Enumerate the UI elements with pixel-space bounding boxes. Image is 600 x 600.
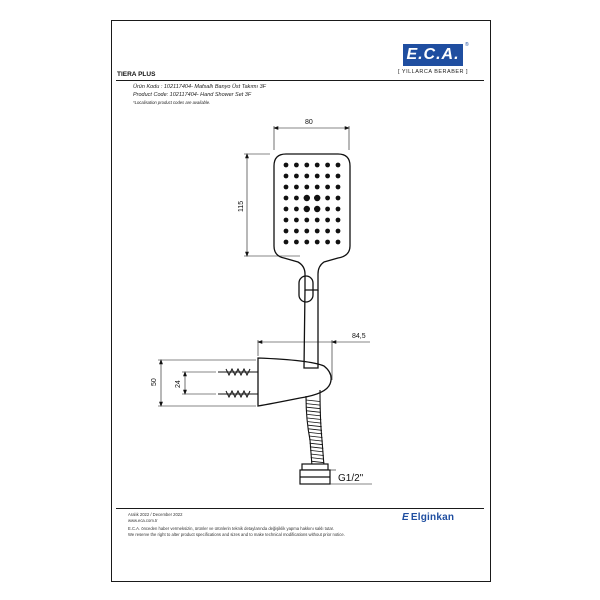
nozzle-dot bbox=[284, 229, 289, 234]
nozzle-dot bbox=[294, 207, 299, 212]
nozzle-dot bbox=[325, 218, 330, 223]
height-label: 115 bbox=[238, 200, 245, 212]
nozzle-dot bbox=[315, 163, 320, 168]
nozzle-dot bbox=[315, 185, 320, 190]
hose-ring bbox=[307, 407, 321, 409]
bracket-height-label: 50 bbox=[151, 378, 158, 386]
nozzle-dot bbox=[304, 185, 309, 190]
nozzle-dot bbox=[304, 240, 309, 245]
hose-ring bbox=[310, 443, 323, 445]
localisation-note: *Localisation product codes are available. bbox=[133, 100, 211, 105]
nozzle-dot bbox=[294, 174, 299, 179]
nozzle-dot bbox=[284, 174, 289, 179]
hose-ring bbox=[308, 425, 322, 427]
hose-ring bbox=[310, 447, 323, 449]
nozzle-dot bbox=[304, 206, 310, 212]
nozzle-dot bbox=[336, 174, 341, 179]
nozzle-dot bbox=[294, 218, 299, 223]
hose-ring bbox=[307, 411, 321, 413]
nozzle-dot bbox=[336, 185, 341, 190]
thread-label: G1/2" bbox=[338, 473, 364, 484]
nozzle-dot bbox=[336, 240, 341, 245]
nozzle-dot bbox=[336, 196, 341, 201]
hose-ring bbox=[307, 414, 321, 416]
nozzle-dot bbox=[315, 229, 320, 234]
nozzle-dot bbox=[314, 195, 320, 201]
footer-legal-tr: E.C.A. önceden haber vermeksizin, ürünler ve ürünlerin teknik detaylarında değişiklik yapma hakkını saklı tutar. bbox=[128, 526, 334, 531]
screw-spacing-dimension bbox=[182, 372, 216, 394]
hose-ring bbox=[311, 461, 324, 463]
nozzle-dot bbox=[304, 229, 309, 234]
width-label: 80 bbox=[305, 119, 313, 126]
hose-ring bbox=[309, 432, 323, 434]
nozzle-dot bbox=[325, 174, 330, 179]
wall-screws bbox=[218, 369, 258, 397]
nozzle-dot bbox=[325, 240, 330, 245]
nozzle-dot bbox=[325, 185, 330, 190]
product-code-tr: Ürün Kodu : 102117404- Mafsallı Banyo Üst Takımı 3F bbox=[133, 84, 266, 90]
height-dimension bbox=[244, 154, 300, 256]
nozzle-dot bbox=[315, 218, 320, 223]
nozzle-dot bbox=[325, 229, 330, 234]
nozzle-dot bbox=[314, 206, 320, 212]
logo-slogan: [ YILLARCA BERABER ] bbox=[397, 69, 469, 75]
nozzle-dot bbox=[325, 207, 330, 212]
nozzle-dot bbox=[284, 240, 289, 245]
nozzle-dot bbox=[294, 229, 299, 234]
footer-website: www.eca.com.tr bbox=[128, 518, 158, 523]
bracket-height-dimension bbox=[158, 360, 256, 406]
footer-legal-en: We reserve the right to alter product specifications and sizes and to make technical modifications without prior notice. bbox=[128, 532, 345, 537]
hose-ring bbox=[306, 404, 320, 406]
nozzle-dot bbox=[336, 229, 341, 234]
nozzle-dot bbox=[304, 163, 309, 168]
registered-mark: ® bbox=[465, 42, 469, 48]
eca-logo-mark: E.C.A. bbox=[403, 44, 463, 66]
nozzle-dot bbox=[325, 163, 330, 168]
hose-ring bbox=[306, 400, 320, 402]
nozzle-dot bbox=[304, 174, 309, 179]
nozzle-dot bbox=[315, 174, 320, 179]
footer-date: Aralık 2022 / December 2022 bbox=[128, 512, 183, 517]
nozzle-dot bbox=[336, 207, 341, 212]
nozzle-dot bbox=[325, 196, 330, 201]
hose-ring bbox=[310, 450, 323, 452]
nozzle-dot bbox=[294, 240, 299, 245]
elginkan-logo bbox=[402, 512, 454, 523]
nozzle-dot bbox=[294, 196, 299, 201]
nozzle-dot bbox=[294, 163, 299, 168]
hose-ring bbox=[311, 458, 324, 460]
nozzle-dot bbox=[294, 185, 299, 190]
nozzle-dot bbox=[284, 185, 289, 190]
hose-ring bbox=[311, 454, 324, 456]
depth-label: 84,5 bbox=[352, 333, 366, 340]
hose-ring bbox=[308, 418, 322, 420]
nozzle-dot bbox=[284, 196, 289, 201]
hose-ring bbox=[309, 436, 323, 438]
screw-spacing-label: 24 bbox=[175, 380, 182, 388]
product-title: TIERA PLUS bbox=[117, 71, 156, 78]
width-dimension bbox=[274, 126, 349, 150]
nozzle-dot bbox=[284, 218, 289, 223]
elginkan-name: Elginkan bbox=[410, 512, 455, 523]
nozzle-dot bbox=[284, 163, 289, 168]
nozzle-dot bbox=[336, 163, 341, 168]
nozzle-dot bbox=[336, 218, 341, 223]
hose-ring bbox=[308, 422, 322, 424]
nozzle-dot bbox=[304, 218, 309, 223]
nozzle-dot bbox=[284, 207, 289, 212]
nozzle-dot bbox=[304, 195, 310, 201]
hose-ring bbox=[309, 440, 322, 442]
hose-nut bbox=[300, 464, 330, 484]
spray-nozzles bbox=[284, 163, 341, 245]
depth-dimension bbox=[258, 340, 370, 380]
product-code-en: Product Code: 102117404- Hand Shower Set 3F bbox=[133, 92, 252, 98]
elginkan-mark-icon: E bbox=[402, 512, 409, 523]
hose-ring bbox=[308, 429, 322, 431]
footer-divider bbox=[116, 508, 484, 509]
nozzle-dot bbox=[315, 240, 320, 245]
